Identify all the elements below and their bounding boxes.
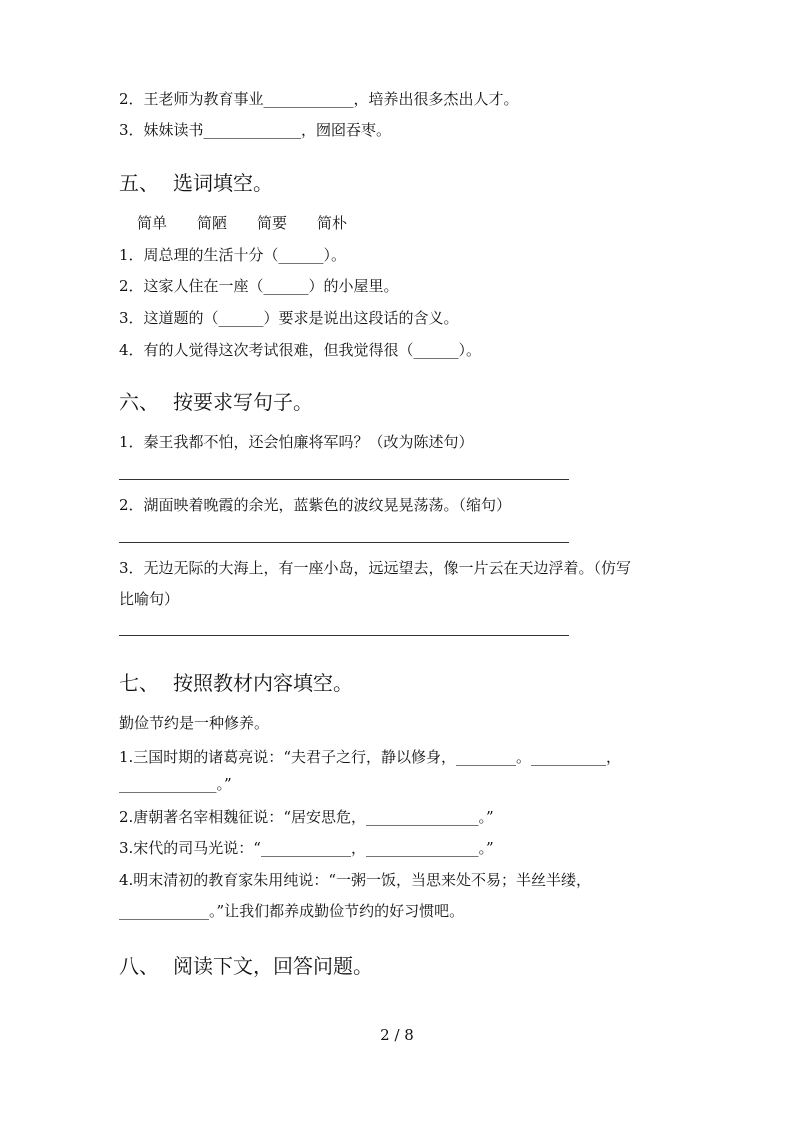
word-choice: 简单 bbox=[137, 214, 168, 232]
question-5-item-3: 3．这道题的（______）要求是说出这段话的含义。 bbox=[119, 309, 459, 327]
question-7-line-4: 4.明末清初的教育家朱用纯说：“一粥一饭，当思来处不易；半丝半缕， bbox=[119, 871, 591, 889]
question-7-line-1: 1.三国时期的诸葛亮说：“夫君子之行，静以修身，________。__________， bbox=[119, 748, 621, 766]
section-5-title: 选词填空。 bbox=[173, 171, 273, 195]
question-6-item-2: 2．湖面映着晚霞的余光，蓝紫色的波纹晃晃荡荡。（缩句） bbox=[119, 496, 512, 514]
question-6-item-1: 1．秦王我都不怕，还会怕廉将军吗？（改为陈述句） bbox=[119, 433, 474, 451]
word-choice: 简陋 bbox=[197, 214, 228, 232]
section-8-heading bbox=[119, 953, 373, 979]
word-choices bbox=[137, 213, 377, 233]
word-choice: 简要 bbox=[257, 214, 288, 232]
word-choice: 简朴 bbox=[317, 214, 348, 232]
question-6-item-3: 3．无边无际的大海上，有一座小岛，远远望去，像一片云在天边浮着。（仿写 bbox=[119, 559, 632, 577]
section-8-number: 八、 bbox=[119, 954, 159, 978]
question-7-line-1-cont: _____________。” bbox=[119, 775, 232, 793]
question-6-item-3-cont: 比喻句） bbox=[119, 590, 180, 608]
question-4-item-2: 2．王老师为教育事业____________，培养出很多杰出人才。 bbox=[119, 90, 519, 108]
answer-line bbox=[119, 542, 569, 543]
question-4-item-3: 3．妹妹读书_____________，囫囵吞枣。 bbox=[119, 121, 392, 139]
section-7-number: 七、 bbox=[119, 671, 159, 695]
section-5-number: 五、 bbox=[119, 171, 159, 195]
section-6-number: 六、 bbox=[119, 390, 159, 414]
page-number: 2 / 8 bbox=[380, 1026, 414, 1044]
section-7-heading bbox=[119, 670, 353, 696]
section-6-title: 按要求写句子。 bbox=[173, 390, 313, 414]
answer-line bbox=[119, 479, 569, 480]
question-7-line-4-cont: ____________。”让我们都养成勤俭节约的好习惯吧。 bbox=[119, 902, 465, 920]
question-5-item-2: 2．这家人住在一座（______）的小屋里。 bbox=[119, 277, 399, 295]
question-5-item-1: 1．周总理的生活十分（______）。 bbox=[119, 246, 347, 264]
question-5-item-4: 4．有的人觉得这次考试很难，但我觉得很（______）。 bbox=[119, 341, 482, 359]
section-5-heading bbox=[119, 170, 273, 196]
section-6-heading bbox=[119, 389, 313, 415]
answer-line bbox=[119, 635, 569, 636]
section-7-title: 按照教材内容填空。 bbox=[173, 671, 353, 695]
section-7-intro: 勤俭节约是一种修养。 bbox=[119, 714, 270, 732]
question-7-line-2: 2.唐朝著名宰相魏征说：“居安思危，_______________。” bbox=[119, 808, 494, 826]
question-7-line-3: 3.宋代的司马光说：“____________，_______________。” bbox=[119, 839, 494, 857]
section-8-title: 阅读下文，回答问题。 bbox=[173, 954, 373, 978]
